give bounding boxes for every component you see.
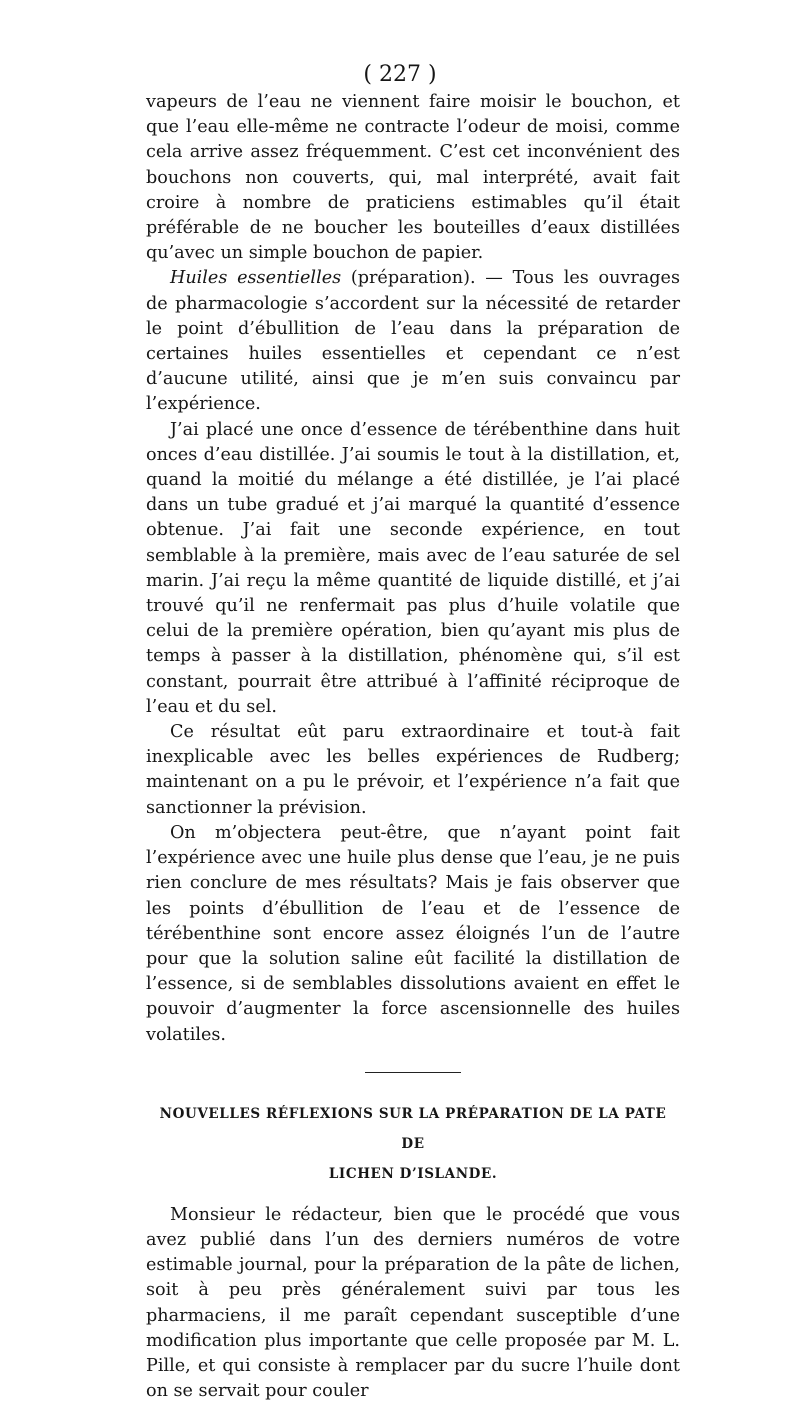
paragraph: Monsieur le rédacteur, bien que le procédé que vous avez publié dans l’un des derniers numéros de votre estimable journal, pour la préparation de la pâte de lichen, soit à peu près généralement suivi par tous les pharmaciens, il me paraît cependant susceptible d’une modification plus importante que celle proposée par M. L. Pille, et qui consiste à remplacer par du sucre l’huile dont on se servait pour couler	[146, 1204, 680, 1402]
paragraph: On m’objectera peut-être, que n’ayant point fait l’expérience avec une huile plus dense que l’eau, je ne puis rien conclure de mes résultats? Mais je fais observer que les points d’ébullition de l’eau et de l’essence de térébenthine sont encore assez éloignés l’un de l’autre pour que la solution saline eût facilité la distillation de l’essence, si de semblables dissolutions avaient en effet le pouvoir d’augmenter la force ascensionnelle des huiles volatiles.	[146, 822, 680, 1045]
paragraph: Ce résultat eût paru extraordinaire et tout-à fait inexplicable avec les belles expériences de Rudberg; maintenant on a pu le prévoir, et l’expérience n’a fait que sanctionner la prévision.	[146, 722, 680, 818]
paragraph-text: (préparation). — Tous les ouvrages de pharmacologie s’accordent sur la nécessité de retarder le point d’ébullition de l’eau dans la préparation de certaines huiles essentielles et cependant ce n’est d’aucune utilité, ainsi que je m’en suis convaincu par l’expérience.	[146, 268, 680, 415]
paragraph: J’ai placé une once d’essence de térébenthine dans huit onces d’eau distillée. J’ai soumis le tout à la distillation, et, quand la moitié du mélange a été distillée, je l’ai placé dans un tube gradué et j’ai marqué la quantité d’essence obtenue. J’ai fait une seconde expérience, en tout semblable à la première, mais avec de l’eau saturée de sel marin. J’ai reçu la même quantité de liquide distillé, et j’ai trouvé qu’il ne renfermait pas plus d’huile volatile que celui de la première opération, bien qu’ayant mis plus de temps à passer à la distillation, phénomène qui, s’il est constant, pourrait être attribué à l’affinité réciproque de l’eau et du sel.	[146, 419, 680, 717]
page-number: ( 227 )	[363, 62, 437, 87]
paragraph: vapeurs de l’eau ne viennent faire moisir le bouchon, et que l’eau elle-même ne contracte l’odeur de moisi, comme cela arrive assez fréquemment. C’est cet inconvénient des bouchons non couverts, qui, mal interprété, avait fait croire à nombre de praticiens estimables qu’il était préférable de ne boucher les bouteilles d’eaux distillées qu’avec un simple bouchon de papier.	[146, 92, 680, 264]
paragraph	[146, 266, 680, 417]
article-heading: NOUVELLES RÉFLEXIONS SUR LA PRÉPARATION DE LA PATE DE	[159, 1105, 667, 1152]
section-title: Huiles essentielles	[170, 268, 342, 289]
page-body	[146, 90, 680, 1404]
article-heading-continued: LICHEN D’ISLANDE.	[328, 1165, 498, 1182]
section-divider	[365, 1072, 461, 1073]
spacer	[146, 1189, 680, 1203]
